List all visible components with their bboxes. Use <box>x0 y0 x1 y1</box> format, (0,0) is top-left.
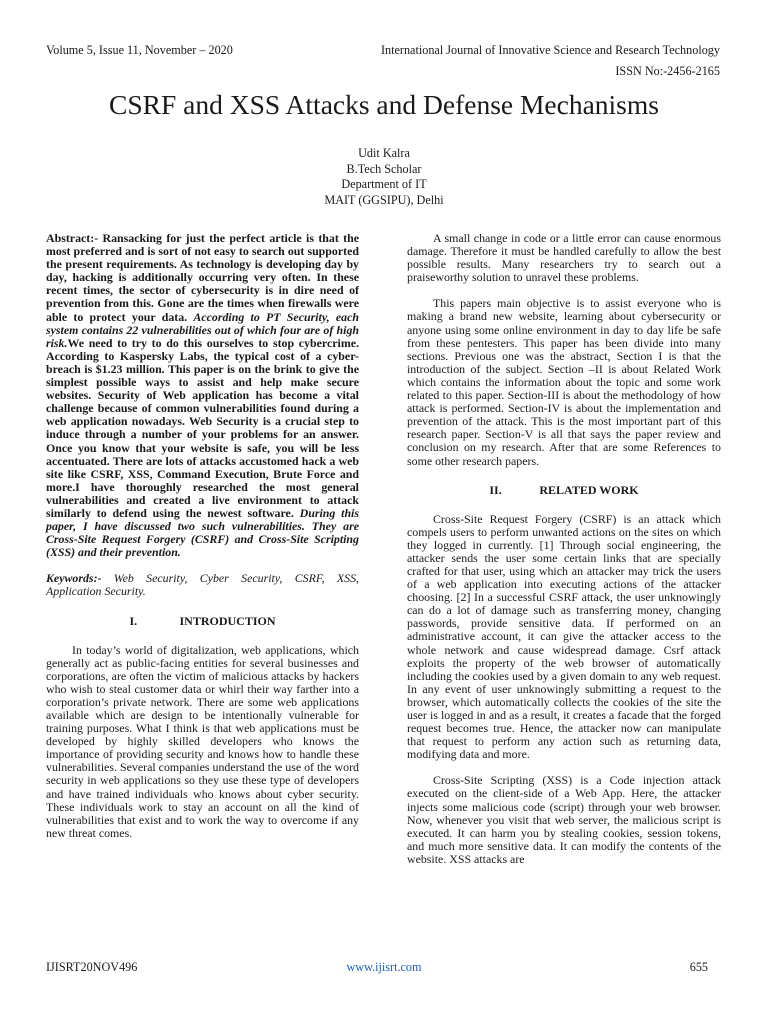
left-column <box>46 232 359 840</box>
section-number: I. <box>129 613 138 628</box>
author-name: Udit Kalra <box>358 146 410 160</box>
section-number: II. <box>489 482 502 497</box>
right-column <box>407 232 721 866</box>
abstract-italic-1: According to PT Security, each system contains 22 vulnerabilities out of which four are of high risk. <box>46 309 359 350</box>
author-dept: Department of IT <box>341 177 427 192</box>
abstract <box>46 232 359 559</box>
intro-paragraph: In today’s world of digitalization, web applications, which generally act as public-facing entities for several businesses and corporations, are often the victim of malicious attacks by hackers who wish to steal customer data or whirl their way farther into a corporation’s private network. There are some web applications available which are design to be intentionally vulnerable for training purposes. What I think is that web applications must be developed by highly skilled developers who knows the importance of providing security and knows how to handle these vulnerabilities. Several companies understand the use of the word security in web applications so they use these type of developers and have trained individuals who knows about cyber security. These individuals work to stay an account on all the kind of vulnerabilities that exist and to work the way to overcome if any new threat comes. <box>46 642 359 840</box>
section-heading-related-work <box>407 484 721 497</box>
footer-website-link[interactable]: www.ijisrt.com <box>346 960 422 974</box>
section-title: INTRODUCTION <box>179 613 276 628</box>
keywords-text: Web Security, Cyber Security, CSRF, XSS, Application Security. <box>46 571 359 599</box>
author-block <box>0 146 768 208</box>
footer-paper-id: IJISRT20NOV496 <box>46 960 138 974</box>
author-affiliation: MAIT (GGSIPU), Delhi <box>324 192 444 207</box>
abstract-text <box>46 232 359 559</box>
right-paragraph-1: A small change in code or a little error can cause enormous damage. Therefore it must be handled carefully to allow the best possible results. Many researchers try to search out a praiseworthy solution to unravel these problems. <box>407 231 721 285</box>
csrf-paragraph: Cross-Site Request Forgery (CSRF) is an attack which compels users to perform unwanted actions on the sites on which they logged in currently. [1] Through social engineering, the attacker sends the user some certain links that are specially crafted for that user, using which an attacker may trick the users of a web application into executing actions of the attacker choosing. [2] In a successful CSRF attack, the user unknowingly can do a lot of damage such as transferring money, changing passwords, provide sensitive data. If performed on an administrative account, it can give the attacker access to the whole network and cause widespread damage. Csrf attack exploits the property of the web browser of automatically including the cookies used by a given domain to any web request. In any event of user unknowingly submitting a request to the browser, which automatically collects the cookies of the site the user is logged in and as a result, it creates a facade that the forged request becomes true. Hence, the attacker now can manipulate that request to perform any action such as returning data, modifying data and more. <box>407 511 721 762</box>
keywords <box>46 572 359 598</box>
keywords-label: Keywords:- <box>46 571 102 586</box>
right-paragraph-2: This papers main objective is to assist everyone who is making a brand new website, learning about cybersecurity or anyone using some online environment in day to day life be safe from these pentesters. This paper has been divide into many sections. Previous one was the abstract, Section I is that the introduction of the subject. Section –II is about Related Work which contains the information about the topic and some work related to this paper. Section-III is about the methodology of how attack is performed. Section-IV is about the implementation and prevention of the attack. This is the most important part of this research paper. Section-V is all that says the paper review and conclusion on my research. After that are some References to some other research papers. <box>407 296 721 468</box>
xss-paragraph: Cross-Site Scripting (XSS) is a Code injection attack executed on the client-side of a Web App. Here, the attacker injects some malicious code (script) through your web browser. Now, whenever you visit that web server, the malicious script is executed. It can harm you by stealing cookies, session tokens, and much more sensitive data. It can modify the contents of the website. XSS attacks are <box>407 773 721 866</box>
header-volume: Volume 5, Issue 11, November – 2020 <box>46 43 233 57</box>
section-title: RELATED WORK <box>539 482 639 497</box>
abstract-italic-2: During this paper, I have discussed two such vulnerabilities. They are Cross-Site Request Forgery (CSRF) and Cross-Site Scripting (XSS) and their prevention. <box>46 505 359 560</box>
header-journal: International Journal of Innovative Science and Research Technology <box>380 43 720 57</box>
section-heading-introduction <box>46 615 359 628</box>
abstract-part-1: Abstract:- Ransacking for just the perfect article is that the most preferred and is sort of not easy to search out supported the present requirements. As technology is developing day by day, hacking is additionally occurring very often. In these recent times, the sector of cybersecurity is in dire need of prevention from this. Gone are the times when firewalls were able to protect your data. <box>46 231 359 324</box>
author-role: B.Tech Scholar <box>346 161 422 176</box>
abstract-part-2: We need to try to do this ourselves to stop cybercrime. According to Kaspersky Labs, the typical cost of a cyber-breach is $1.23 million. This paper is on the brink to give the simplest possible ways to assist and help make secure websites. Security of Web application has become a vital challenge because of common vulnerabilities found during a web application nowadays. Web Security is a crucial step to induce through a number of your problems for an answer. Once you know that your website is safe, you will be less accentuated. There are lots of attacks accustomed hack a web site like CSRF, XSS, Command Execution, Brute Force and more.I have thoroughly researched the most general vulnerabilities and created a live environment to attack similarly to defend using the newest software. <box>46 335 359 520</box>
paper-title: CSRF and XSS Attacks and Defense Mechanisms <box>109 89 659 120</box>
footer-page-number: 655 <box>689 960 708 974</box>
header-issn: ISSN No:-2456-2165 <box>615 64 720 78</box>
